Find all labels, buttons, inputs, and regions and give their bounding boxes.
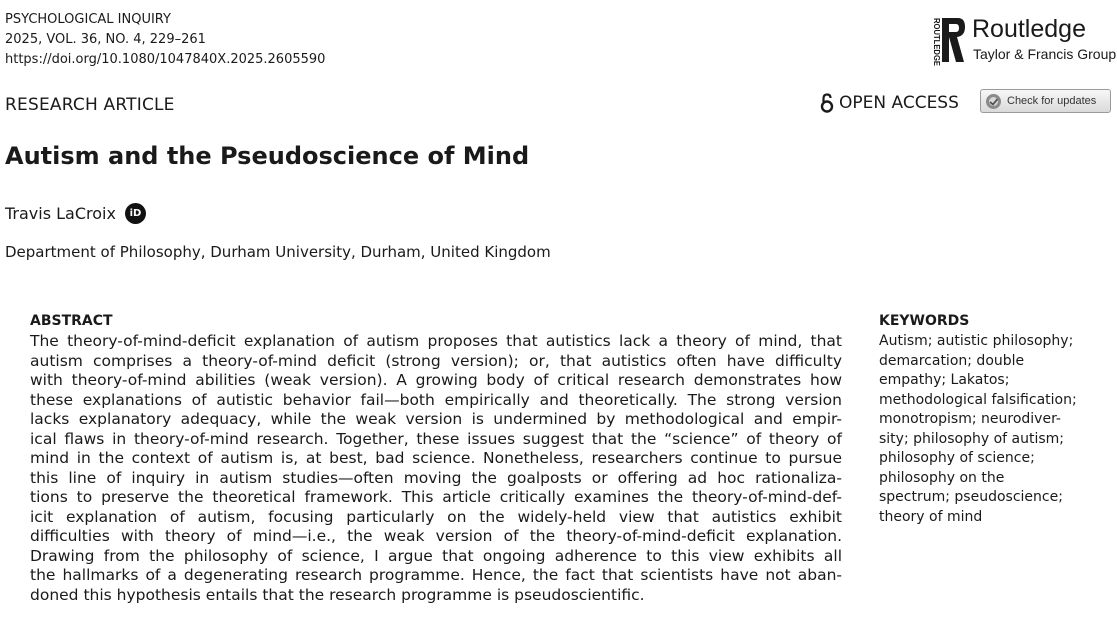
author-name[interactable]: Travis LaCroix xyxy=(5,204,116,223)
keywords-heading: KEYWORDS xyxy=(879,313,970,329)
abstract-line: icit explanation of autism, focusing particularly on the widely-held view that autistics exhibit xyxy=(30,507,842,526)
keywords-list xyxy=(879,332,1111,527)
abstract-line: autism comprises a theory-of-mind deficit (strong version); or, that autistics often have difficulty xyxy=(30,351,842,370)
publisher-name: Routledge xyxy=(972,15,1086,43)
keyword-line: theory of mind xyxy=(879,508,983,525)
abstract-line: lacks explanatory adequacy, while the weak version is undermined by methodological and empir- xyxy=(30,410,842,428)
article-title: Autism and the Pseudoscience of Mind xyxy=(5,142,530,170)
abstract-line: these explanations of autistic behavior fail—both empirically and theoretically. The strong version xyxy=(30,390,842,409)
abstract-line: ical flaws in theory-of-mind research. Together, these issues suggest that the “science” of theory of xyxy=(30,429,842,448)
keyword-line: philosophy of science; xyxy=(879,450,1035,466)
abstract-heading: ABSTRACT xyxy=(30,313,113,329)
article-type: RESEARCH ARTICLE xyxy=(5,95,175,115)
check-updates-icon xyxy=(985,93,1002,110)
keyword-line: spectrum; pseudoscience; xyxy=(879,489,1063,505)
keyword-line: monotropism; neurodiver- xyxy=(879,411,1061,427)
abstract-line: tions to preserve the theoretical framework. This article critically examines the theory-of-mind-def- xyxy=(30,488,842,506)
abstract-text xyxy=(30,332,842,605)
abstract-line: this line of inquiry in autism studies—often moving the goalposts or offering ad hoc rationaliza- xyxy=(30,468,842,487)
journal-volume: 2025, VOL. 36, NO. 4, 229–261 xyxy=(5,32,206,47)
abstract-line: The theory-of-mind-deficit explanation of autism proposes that autistics lack a theory of mind, that xyxy=(30,332,842,350)
author-line xyxy=(5,203,146,224)
orcid-icon[interactable]: iD xyxy=(125,203,146,224)
abstract-line: difficulties with theory of mind—i.e., the weak version of the theory-of-mind-deficit explanation. xyxy=(30,527,842,545)
doi-link[interactable]: https://doi.org/10.1080/1047840X.2025.2605590 xyxy=(5,52,326,67)
svg-text:ROUTLEDGE: ROUTLEDGE xyxy=(932,18,942,72)
keyword-line: demarcation; double xyxy=(879,352,1025,369)
publisher-group: Taylor & Francis Group xyxy=(973,46,1117,62)
open-access-badge xyxy=(820,93,959,113)
routledge-logo-icon xyxy=(938,16,966,64)
affiliation: Department of Philosophy, Durham University, Durham, United Kingdom xyxy=(5,243,551,261)
keyword-line: philosophy on the xyxy=(879,469,1005,486)
abstract-line: mind in the context of autism is, at best, bad science. Nonetheless, researchers continue to pursue xyxy=(30,449,842,467)
keyword-line: sity; philosophy of autism; xyxy=(879,430,1065,447)
check-for-updates-button[interactable] xyxy=(980,89,1111,113)
keyword-line: empathy; Lakatos; xyxy=(879,372,1010,388)
check-for-updates-label: Check for updates xyxy=(1007,95,1097,107)
journal-name: PSYCHOLOGICAL INQUIRY xyxy=(5,12,171,27)
publisher-logo xyxy=(924,12,1117,72)
abstract-line: Drawing from the philosophy of science, I argue that ongoing adherence to this view exhibits all xyxy=(30,546,842,565)
keyword-line: methodological falsification; xyxy=(879,391,1077,408)
abstract-line: doned this hypothesis entails that the research programme is pseudoscientific. xyxy=(30,585,645,604)
journal-info xyxy=(5,10,325,70)
abstract-line: the hallmarks of a degenerating research programme. Hence, the fact that scientists have not aban- xyxy=(30,566,842,584)
open-access-label: OPEN ACCESS xyxy=(839,93,959,113)
publisher-vertical-wordmark xyxy=(926,16,942,72)
abstract-line: with theory-of-mind abilities (weak version). A growing body of critical research demonstrates how xyxy=(30,371,842,389)
open-lock-icon xyxy=(820,93,834,113)
keyword-line: Autism; autistic philosophy; xyxy=(879,333,1074,349)
